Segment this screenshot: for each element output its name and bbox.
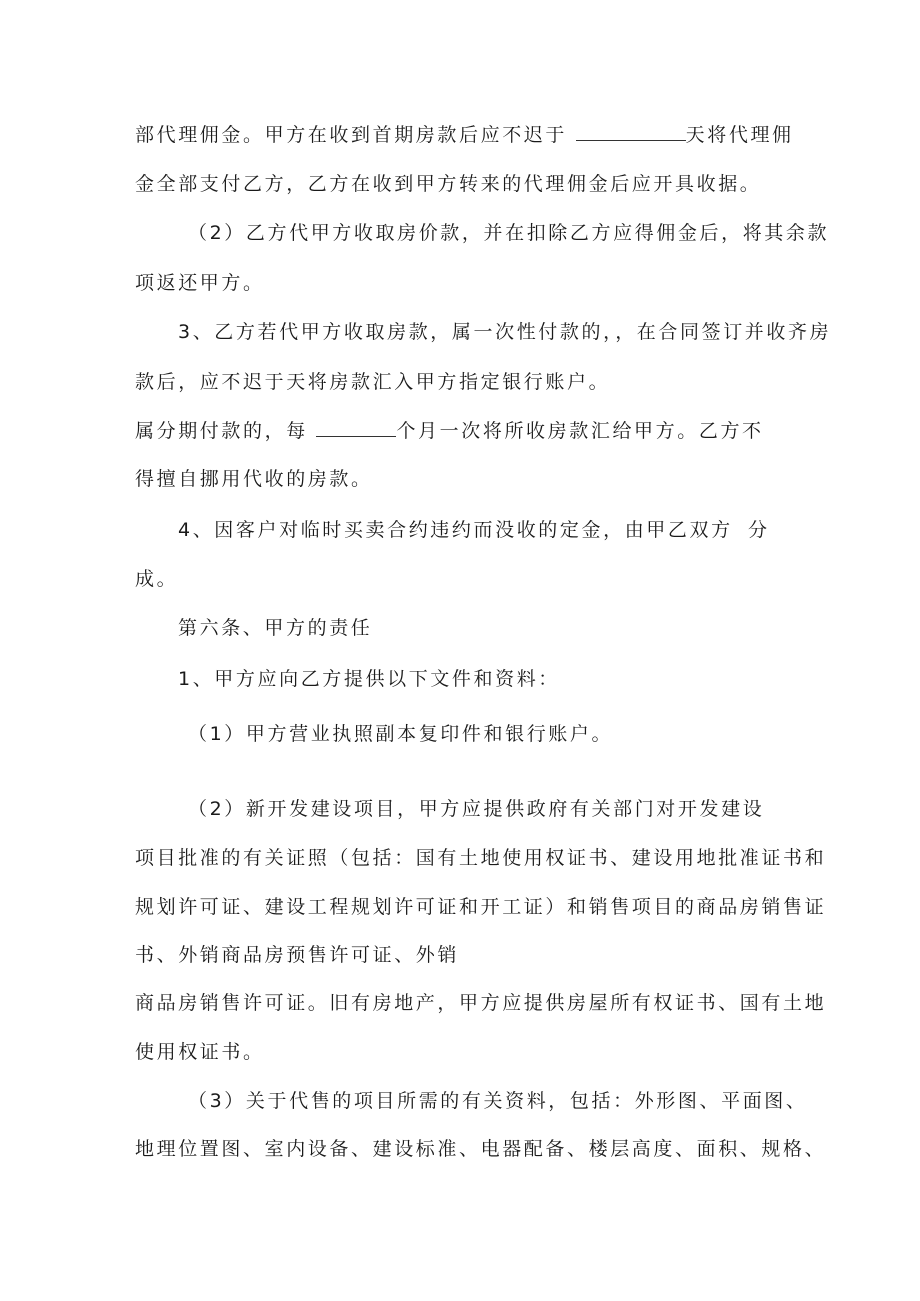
text-segment: 个月一次将所收房款汇给甲方。乙方不 bbox=[396, 420, 764, 442]
text-line: 使用权证书。 bbox=[135, 1041, 265, 1063]
text-line: （1）甲方营业执照副本复印件和银行账户。 bbox=[188, 723, 614, 745]
text-line: 3、乙方若代甲方收取房款，属一次性付款的，，在合同签订并收齐房 bbox=[178, 321, 832, 343]
text-line: 款后，应不迟于天将房款汇入甲方指定银行账户。 bbox=[135, 371, 611, 393]
text-line: 地理位置图、室内设备、建设标准、电器配备、楼层高度、面积、规格、 bbox=[135, 1138, 827, 1160]
text-segment: 4、因客户对临时买卖合约违约而没收的定金，由甲乙双方 bbox=[178, 519, 733, 541]
text-segment: 天将代理佣 bbox=[685, 124, 794, 146]
text-line: （3）关于代售的项目所需的有关资料，包括：外形图、平面图、 bbox=[188, 1090, 808, 1112]
text-line: 规划许可证、建设工程规划许可证和开工证）和销售项目的商品房销售证 bbox=[135, 896, 827, 918]
text-line: 分 bbox=[748, 519, 770, 541]
section-heading: 第六条、甲方的责任 bbox=[178, 617, 373, 639]
fill-in-blank bbox=[316, 418, 396, 437]
text-line: 项目批准的有关证照（包括：国有土地使用权证书、建设用地批准证书和 bbox=[135, 847, 827, 869]
text-line bbox=[135, 418, 764, 443]
text-line: （2）新开发建设项目，甲方应提供政府有关部门对开发建设 bbox=[188, 798, 765, 820]
text-line bbox=[178, 518, 733, 542]
text-line: 得擅自挪用代收的房款。 bbox=[135, 468, 373, 490]
text-line: 书、外销商品房预售许可证、外销 bbox=[135, 944, 460, 966]
text-line: （2）乙方代甲方收取房价款，并在扣除乙方应得佣金后，将其余款 bbox=[188, 222, 830, 244]
text-line: 1、甲方应向乙方提供以下文件和资料： bbox=[178, 668, 560, 690]
text-line: 项返还甲方。 bbox=[135, 272, 265, 294]
text-segment: 部代理佣金。甲方在收到首期房款后应不迟于 bbox=[135, 124, 576, 146]
text-line bbox=[135, 122, 794, 147]
text-line: 商品房销售许可证。旧有房地产，甲方应提供房屋所有权证书、国有土地 bbox=[135, 992, 827, 1014]
text-segment: 属分期付款的，每 bbox=[135, 420, 317, 442]
text-line: 金全部支付乙方，乙方在收到甲方转来的代理佣金后应开具收据。 bbox=[135, 173, 762, 195]
fill-in-blank bbox=[576, 122, 686, 141]
text-line: 成。 bbox=[135, 568, 179, 590]
